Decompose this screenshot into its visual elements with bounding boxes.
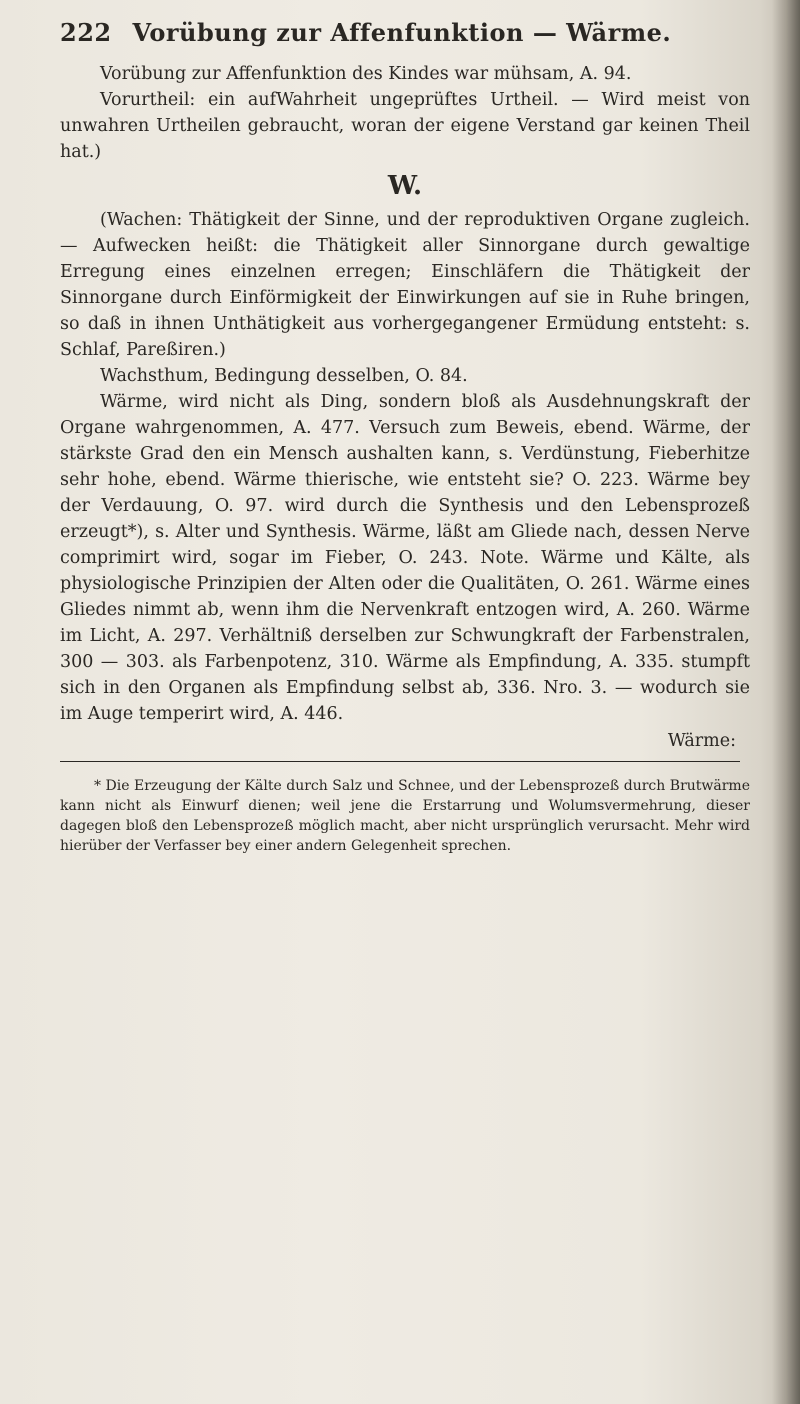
footnote-rule [60, 761, 740, 762]
running-head [60, 18, 750, 47]
footnote: * Die Erzeugung der Kälte durch Salz und Schnee, und der Lebensprozeß durch Brutwärme kann nicht als Einwurf dienen; weil jene die Erstarrung und Wolumsvermehrung, dieser dagegen bloß den Lebensprozeß möglich macht, aber nicht ursprünglich verursacht. Mehr wird hierüber der Verfasser bey einer andern Gelegenheit sprechen. [60, 778, 750, 854]
entry-wachsthum: Wachsthum, Bedingung desselben, O. 84. [100, 366, 468, 386]
running-title: Vorübung zur Affenfunktion — Wärme. [132, 18, 672, 47]
entry-vorurtheil: Vorurtheil: ein aufWahrheit ungeprüftes Urtheil. — Wird meist von unwahren Urtheilen gebraucht, woran der eigene Verstand gar keinen Theil hat.) [60, 90, 750, 162]
entry-vorubung: Vorübung zur Affenfunktion des Kindes war mühsam, A. 94. [100, 64, 632, 84]
catchword: Wärme: [667, 731, 736, 751]
page-number: 222 [60, 18, 112, 47]
entry-waerme: Wärme, wird nicht als Ding, sondern bloß als Ausdehnungskraft der Organe wahrgenommen, A. 477. Versuch zum Beweis, ebend. Wärme, der stärkste Grad den ein Mensch aushalten kann, s. Verdünstung, Fieberhitze sehr hohe, ebend. Wärme thierische, wie entsteht sie? O. 223. Wärme bey der Verdauung, O. 97. wird durch die Synthesis und den Lebensprozeß erzeugt*), s. Alter und Synthesis. Wärme, läßt am Gliede nach, dessen Nerve comprimirt wird, sogar im Fieber, O. 243. Note. Wärme und Kälte, als physiologische Prinzipien der Alten oder die Qualitäten, O. 261. Wärme eines Gliedes nimmt ab, wenn ihm die Nervenkraft entzogen wird, A. 260. Wärme im Licht, A. 297. Verhältniß derselben zur Schwungkraft der Farbenstralen, 300 — 303. als Farbenpotenz, 310. Wärme als Empfindung, A. 335. stumpft sich in den Organen als Empfindung selbst ab, 336. Nro. 3. — wodurch sie im Auge temperirt wird, A. 446. [60, 392, 750, 724]
page-content [60, 18, 750, 870]
section-letter: W. [387, 171, 423, 201]
page-shadow-edge [772, 0, 800, 1404]
entry-wachen: (Wachen: Thätigkeit der Sinne, und der reproduktiven Organe zugleich. — Aufwecken heißt: die Thätigkeit aller Sinnorgane durch gewaltige Erregung eines einzelnen erregen; Einschläfern die Thätigkeit der Sinnorgane durch Einförmigkeit der Einwirkungen auf sie in Ruhe bringen, so daß in ihnen Unthätigkeit aus vorhergegangener Ermüdung entsteht: s. Schlaf, Pareßiren.) [60, 210, 750, 360]
